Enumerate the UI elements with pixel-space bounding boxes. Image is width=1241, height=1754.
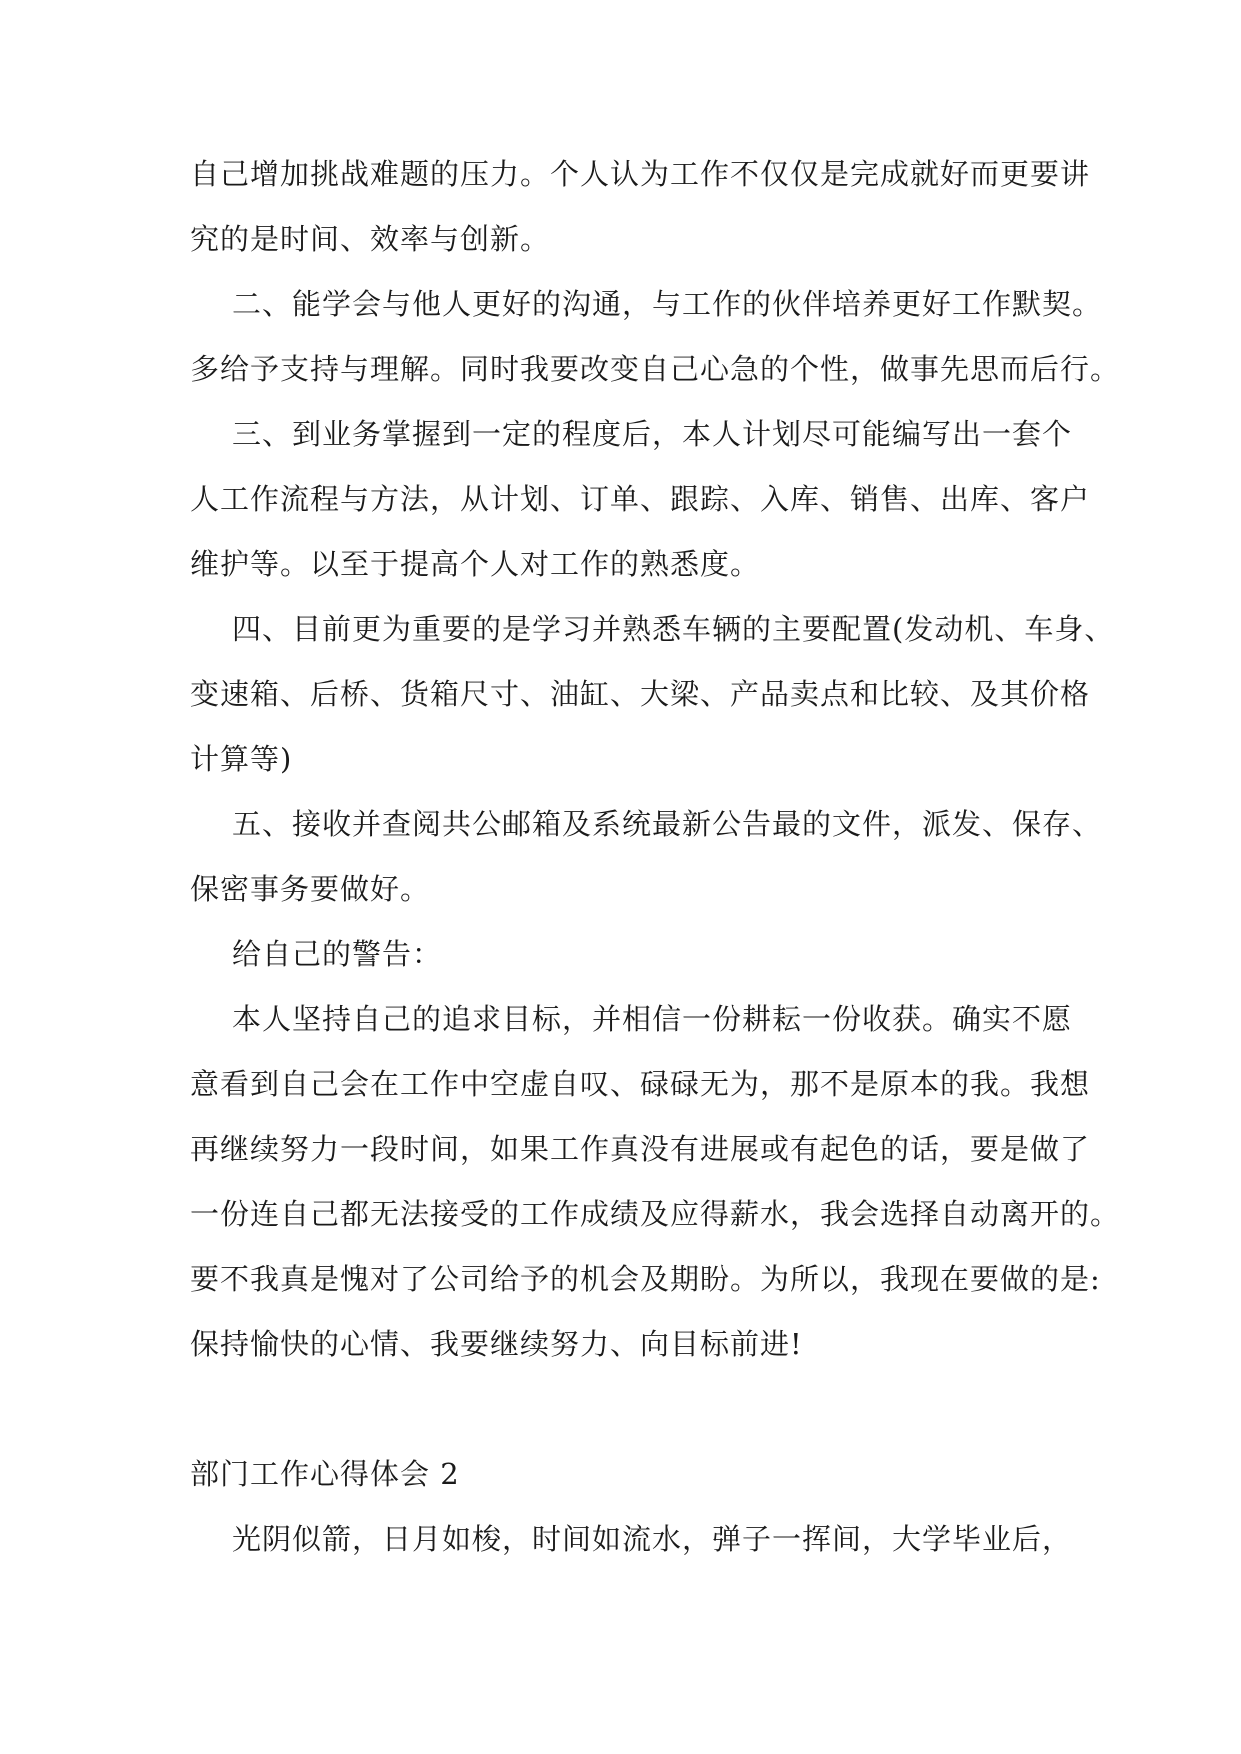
paragraph-line: 人工作流程与方法，从计划、订单、跟踪、入库、销售、出库、客户 — [190, 482, 1091, 516]
section-title: 部门工作心得体会 2 — [190, 1457, 460, 1491]
paragraph-line: 意看到自己会在工作中空虚自叹、碌碌无为，那不是原本的我。我想 — [190, 1067, 1091, 1101]
section-gap — [190, 1393, 1080, 1458]
paragraph-line: 三、到业务掌握到一定的程度后，本人计划尽可能编写出一套个 — [232, 417, 1073, 451]
paragraph-line: 自己增加挑战难题的压力。个人认为工作不仅仅是完成就好而更要讲 — [190, 157, 1091, 191]
paragraph-line: 本人坚持自己的追求目标，并相信一份耕耘一份收获。确实不愿 — [232, 1002, 1073, 1036]
paragraph-line: 要不我真是愧对了公司给予的机会及期盼。为所以，我现在要做的是: — [190, 1262, 1101, 1296]
document-body — [190, 157, 1121, 1588]
paragraph-line: 保持愉快的心情、我要继续努力、向目标前进! — [190, 1327, 803, 1361]
paragraph-line: 计算等) — [190, 742, 293, 776]
paragraph-line: 多给予支持与理解。同时我要改变自己心急的个性，做事先思而后行。 — [190, 352, 1121, 386]
paragraph-line: 二、能学会与他人更好的沟通，与工作的伙伴培养更好工作默契。 — [232, 287, 1103, 321]
paragraph-line: 究的是时间、效率与创新。 — [190, 222, 551, 256]
paragraph-line: 给自己的警告： — [232, 937, 443, 971]
paragraph-line: 变速箱、后桥、货箱尺寸、油缸、大梁、产品卖点和比较、及其价格 — [190, 677, 1091, 711]
paragraph-line: 再继续努力一段时间，如果工作真没有进展或有起色的话，要是做了 — [190, 1132, 1091, 1166]
paragraph-line: 维护等。以至于提高个人对工作的熟悉度。 — [190, 547, 761, 581]
paragraph-line: 光阴似箭，日月如梭，时间如流水，弹子一挥间，大学毕业后， — [232, 1522, 1073, 1556]
paragraph-line: 五、接收并查阅共公邮箱及系统最新公告最的文件，派发、保存、 — [232, 807, 1103, 841]
paragraph-line: 保密事务要做好。 — [190, 872, 431, 906]
paragraph-line: 一份连自己都无法接受的工作成绩及应得薪水，我会选择自动离开的。 — [190, 1197, 1121, 1231]
paragraph-line: 四、目前更为重要的是学习并熟悉车辆的主要配置(发动机、车身、 — [232, 612, 1115, 646]
